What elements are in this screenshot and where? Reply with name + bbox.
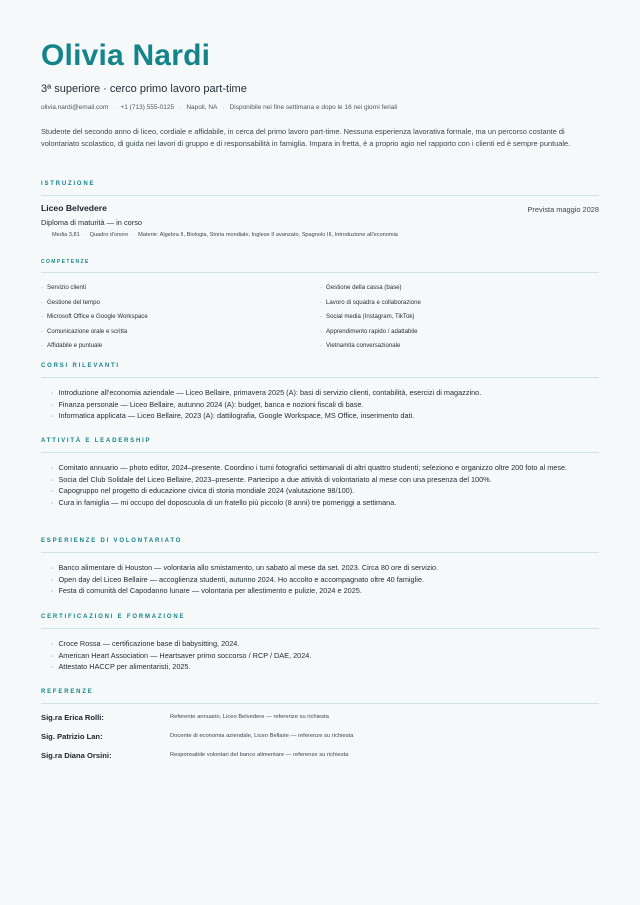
skill-item: · Servizio clienti: [41, 284, 86, 291]
skill-item: · Comunicazione orale e scritta: [41, 327, 128, 335]
list-item: · Finanza personale — Liceo Bellaire, autunno 2024 (A): budget, banca e nozioni fiscali di base.: [51, 399, 364, 409]
reference-description: Referente annuario, Liceo Belvedere — referenze su richiesta: [170, 714, 329, 720]
list-item: · American Heart Association — Heartsaver primo soccorso / RCP / DAE, 2024.: [51, 650, 312, 660]
list-item: · Attestato HACCP per alimentaristi, 2025.: [51, 662, 191, 672]
reference-description: Responsabile volontari del banco alimentare — referenze su richiesta: [170, 752, 349, 758]
section-title-activities: ATTIVITÀ E LEADERSHIP: [41, 438, 152, 444]
activities-list: [51, 462, 599, 509]
skill-item: · Affidabile e puntuale: [41, 342, 103, 349]
section-divider: [41, 628, 599, 629]
list-item: · Open day del Liceo Bellaire — accoglienza studenti, autunno 2024. Ho accolto e accompagnato oltre 40 famiglie.: [51, 574, 424, 584]
candidate-name: Olivia Nardi: [41, 39, 211, 72]
contact-line: [41, 103, 397, 113]
reference-row: [41, 732, 599, 744]
separator-dot: ·: [179, 104, 182, 111]
reference-description: Docente di economia aziendale, Liceo Bellaire — referenze su richiesta: [170, 733, 354, 739]
section-divider: [41, 552, 599, 553]
courses-list: [51, 387, 599, 422]
education-degree: Diploma di maturità — in corso: [41, 218, 143, 227]
separator-dot: ·: [113, 104, 116, 111]
skill-item: · Lavoro di squadra e collaborazione: [320, 298, 421, 306]
skill-item: · Gestione del tempo: [41, 298, 100, 306]
reference-row: [41, 713, 599, 725]
contact-availability: Disponibile nei fine settimana e dopo le 16 nei giorni feriali: [229, 104, 398, 111]
skill-item: · Gestione della cassa (base): [320, 284, 402, 291]
separator-dot: ·: [222, 104, 225, 111]
section-divider: [41, 452, 599, 453]
contact-email[interactable]: olivia.nardi@email.com: [41, 104, 109, 111]
list-item: · Comitato annuario — photo editor, 2024–presente. Coordino i turni fotografici settimanali di altri quattro studenti; seleziono e organizzo oltre 200 foto al mese.: [51, 463, 568, 472]
tagline: 3ª superiore · cerco primo lavoro part-time: [41, 83, 247, 95]
contact-location: Napoli, NA: [186, 104, 218, 111]
reference-name: Sig. Patrizio Lan:: [41, 732, 103, 741]
list-item: · Banco alimentare di Houston — volontaria allo smistamento, un sabato al mese da set. 2023. Circa 80 ore di servizio.: [51, 563, 439, 572]
volunteer-list: [51, 562, 599, 597]
education-subjects: Materie: Algebra II, Biologia, Storia mondiale, Inglese II avanzato, Spagnolo III, Introduzione all'economia: [138, 232, 398, 238]
section-divider: [41, 703, 599, 704]
profile-summary: Studente del secondo anno di liceo, cordiale e affidabile, in cerca del primo lavoro part-time. Nessuna esperienza lavorativa formale, ma un percorso costante di volontariato scolastico, di guida nei lavori di gruppo e di responsabilità in famiglia. Impara in fretta, è a proprio agio nel rapporto con i clienti ed è sempre puntuale.: [41, 127, 571, 149]
education-details: [52, 232, 398, 238]
list-item: · Introduzione all'economia aziendale — Liceo Bellaire, primavera 2025 (A): basi di servizio clienti, contabilità, esercizi di magazzino.: [51, 388, 482, 397]
list-item: · Capogruppo nel progetto di educazione civica di storia mondiale 2024 (valutazione 98/100).: [51, 486, 355, 496]
contact-phone[interactable]: +1 (713) 555-0125: [120, 104, 175, 111]
section-title-certifications: CERTIFICAZIONI E FORMAZIONE: [41, 614, 186, 620]
education-school: Liceo Belvedere: [41, 203, 107, 213]
separator-dot: ·: [132, 232, 135, 238]
section-divider: [41, 195, 599, 196]
section-title-references: REFERENZE: [41, 689, 94, 695]
section-divider: [41, 272, 599, 273]
section-title-volunteer: ESPERIENZE DI VOLONTARIATO: [41, 538, 183, 544]
skills-grid: [41, 281, 599, 354]
skill-item: · Social media (Instagram, TikTok): [320, 313, 415, 320]
separator-dot: ·: [83, 232, 86, 238]
skill-item: · Microsoft Office e Google Workspace: [41, 313, 148, 320]
list-item: · Croce Rossa — certificazione base di babysitting, 2024.: [51, 639, 240, 648]
certifications-list: [51, 638, 599, 673]
education-date: Prevista maggio 2028: [527, 205, 599, 214]
list-item: · Cura in famiglia — mi occupo del doposcuola di un fratello più piccolo (8 anni) tre pomeriggi a settimana.: [51, 498, 397, 508]
section-title-education: ISTRUZIONE: [41, 181, 96, 187]
reference-name: Sig.ra Diana Orsini:: [41, 751, 112, 760]
education-honors: Quadro d'onore: [89, 232, 129, 238]
skill-item: · Apprendimento rapido / adattabile: [320, 327, 418, 335]
section-title-skills: COMPETENZE: [41, 259, 90, 265]
list-item: · Socia del Club Solidale del Liceo Bellaire, 2023–presente. Partecipo a due attività di volontariato al mese con una presenza del 100%.: [51, 474, 492, 484]
reference-name: Sig.ra Erica Rolli:: [41, 713, 104, 722]
list-item: · Informatica applicata — Liceo Bellaire, 2023 (A): dattilografia, Google Workspace, MS Office, inserimento dati.: [51, 411, 415, 421]
list-item: · Festa di comunità del Capodanno lunare — volontaria per allestimento e pulizie, 2024 e 2025.: [51, 586, 362, 596]
reference-row: [41, 751, 599, 763]
section-divider: [41, 377, 599, 378]
skill-item: · Vietnamita conversazionale: [320, 342, 401, 349]
education-gpa: Media 3,81: [52, 232, 80, 238]
section-title-courses: CORSI RILEVANTI: [41, 363, 120, 369]
